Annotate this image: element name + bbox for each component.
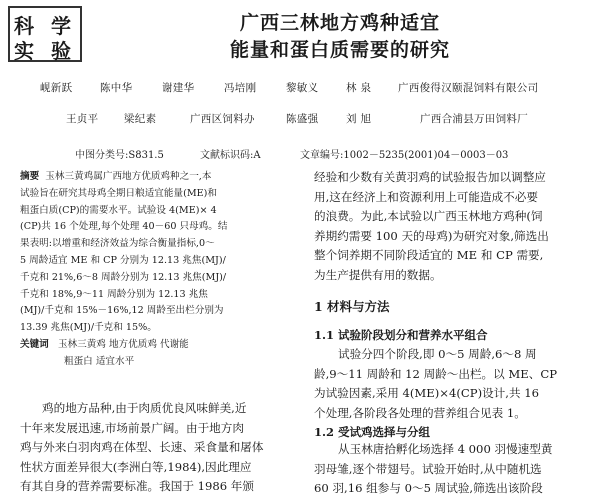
- body-line: 鸡与外来白羽肉鸡在体型、长速、采食量和屠体: [20, 440, 264, 454]
- abstract-line: 玉林三黄鸡属广西地方优质鸡种之一,本: [45, 171, 212, 182]
- clc-number: 中图分类号:S831.5: [75, 150, 164, 161]
- body-line: 整个饲养期不同阶段适宜的 ME 和 CP 需要,: [314, 248, 544, 262]
- section-1-1-text: [314, 345, 596, 423]
- document-code: 文献标识码:A: [200, 150, 261, 161]
- author-6: 林 泉: [346, 82, 372, 94]
- keywords-label: 关键词: [20, 338, 49, 350]
- section-heading-1-2: 1.2 受试鸡选择与分组: [314, 425, 431, 439]
- abstract-label: 摘要: [20, 171, 40, 182]
- author-3: 谢建华: [162, 82, 195, 94]
- body-line: 60 羽,16 组参与 0～5 周试验,筛选出该阶段: [314, 481, 543, 495]
- body-line: 用,这在经济上和资源利用上可能造成不必要: [314, 189, 538, 204]
- body-line: 从玉林唐拾孵化场选择 4 000 羽慢速型黄: [338, 442, 553, 456]
- abstract-line: 果表明:以增重和经济效益为综合衡量指标,0～: [20, 238, 215, 250]
- body-line: 羽母雏,逐个带翅号。试验开始时,从中随机选: [314, 461, 542, 476]
- keywords-line-2: 粗蛋白 适宜水平: [64, 355, 135, 367]
- article-number: 文章编号:1002－5235(2001)04－0003－03: [300, 150, 509, 161]
- abstract-line: 5 周龄适宜 ME 和 CP 分别为 12.13 兆焦(MJ)/: [20, 254, 226, 266]
- author-1: 岘新跃: [40, 82, 73, 94]
- body-line: 经验和少数有关黄羽鸡的试验报告加以调整应: [314, 170, 546, 184]
- body-line: 为试验因素,采用 4(ME)×4(CP)设计,共 16: [314, 386, 539, 400]
- right-intro: [314, 168, 596, 285]
- body-line: 有其自身的营养需要标准。我国于 1986 年颁: [20, 479, 254, 493]
- title-line2: 能量和蛋白质需要的研究: [229, 39, 450, 61]
- abstract-line: 粗蛋白质(CP)的需要水平。试验设 4(ME)× 4: [20, 204, 217, 216]
- body-line: 的浪费。为此,本试验以广西玉林地方鸡种(饲: [314, 209, 543, 223]
- author-affiliation-3: 广西合浦县万田饲料厂: [420, 113, 528, 125]
- body-line: 性状方面差异很大(李洲白等,1984),因此理应: [20, 459, 252, 474]
- author-4: 冯培刚: [224, 82, 257, 94]
- section-label-line2: 实 验: [14, 39, 76, 63]
- abstract-line: (MJ)/千克和 15%－16%,12 周龄至出栏分别为: [20, 305, 224, 317]
- body-line: 鸡的地方品种,由于肉质优良风味鲜美,近: [42, 401, 247, 415]
- author-7: 王贞平: [66, 113, 99, 125]
- author-affiliation-1: 广西俊得汉颐混饲料有限公司: [398, 82, 539, 94]
- section-1-2-text: [314, 440, 596, 499]
- abstract-line: 千克和 18%,9～11 周龄分别为 12.13 兆焦: [20, 288, 208, 300]
- body-line: 龄,9～11 周龄和 12 周龄～出栏。以 ME、CP: [314, 366, 558, 381]
- section-heading-1-1: 1.1 试验阶段划分和营养水平组合: [314, 328, 488, 342]
- section-label-line1: 科 学: [14, 14, 76, 38]
- section-label-box: [8, 6, 82, 62]
- left-body: [20, 399, 302, 497]
- author-5: 黎敏义: [286, 82, 319, 94]
- body-line: 养期约需要 100 天的母鸡)为研究对象,筛选出: [314, 228, 549, 243]
- body-line: 试验分四个阶段,即 0～5 周龄,6～8 周: [338, 347, 537, 361]
- body-line: 个处理,各阶段各处理的营养组合见表 1。: [314, 405, 526, 420]
- author-10: 刘 旭: [346, 113, 372, 125]
- abstract-line: (CP)共 16 个处理,每个处理 40－60 只母鸡。结: [20, 221, 228, 233]
- abstract-line: 13.39 兆焦(MJ)/千克和 15%。: [20, 322, 157, 334]
- body-line: 十年来发展迅速,市场前景广阔。由于地方肉: [20, 420, 244, 435]
- author-2: 陈中华: [100, 82, 133, 94]
- abstract-line: 千克和 21%,6～8 周龄分别为 12.13 兆焦(MJ)/: [20, 271, 227, 283]
- title-line1: 广西三林地方鸡种适宜: [239, 12, 440, 34]
- author-8: 梁纪素: [124, 113, 157, 125]
- author-9: 陈盛强: [286, 113, 319, 125]
- abstract-line: 试验旨在研究其母鸡全期日粮适宜能量(ME)和: [20, 187, 217, 199]
- author-affiliation-2: 广西区饲料办: [190, 113, 255, 125]
- keywords-line-1: 玉林三黄鸡 地方优质鸡 代谢能: [57, 338, 189, 350]
- section-heading-1: 1 材料与方法: [314, 299, 390, 314]
- body-line: 为生产提供有用的数据。: [314, 267, 442, 282]
- abstract-block: [20, 169, 304, 371]
